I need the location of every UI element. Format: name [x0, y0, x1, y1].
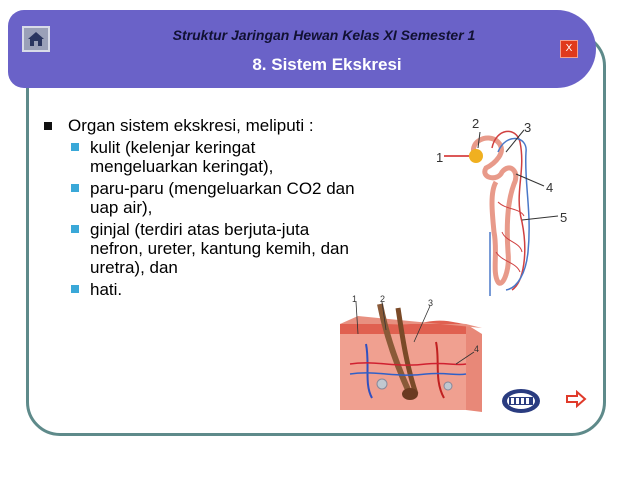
skin-label: 3: [428, 298, 434, 308]
nephron-diagram: [436, 112, 576, 302]
list-item: [68, 138, 364, 176]
slide-title: Struktur Jaringan Hewan Kelas XI Semester 1: [172, 27, 476, 43]
skin-label: 2: [380, 294, 386, 304]
logo-button[interactable]: [500, 387, 542, 415]
nephron-label: 1: [436, 150, 444, 165]
main-bullet: [44, 116, 364, 135]
list-item-text: paru-paru (mengeluarkan CO2 dan uap air),: [90, 179, 355, 217]
nephron-label: 3: [524, 120, 532, 135]
content-list: [44, 116, 364, 299]
list-item-text: ginjal (terdiri atas berjuta-juta nefron, ureter, kantung kemih, dan uretra), dan: [90, 220, 349, 277]
list-item-text: hati.: [90, 280, 123, 299]
close-icon: X: [565, 43, 573, 54]
intro-text: Organ sistem ekskresi, meliputi :: [68, 116, 314, 135]
nephron-label: 5: [560, 210, 568, 225]
skin-label: 1: [352, 294, 358, 304]
close-button[interactable]: [560, 40, 578, 58]
nephron-label: 2: [472, 116, 480, 131]
list-item: [68, 179, 364, 217]
slide-header: [8, 10, 596, 88]
skin-diagram: [336, 294, 486, 412]
list-item: [68, 280, 364, 299]
slide-subtitle: 8. Sistem Ekskresi: [252, 55, 402, 74]
sub-list: [58, 138, 364, 299]
list-item-text: kulit (kelenjar keringat mengeluarkan keringat),: [90, 138, 274, 176]
next-button[interactable]: [565, 390, 587, 408]
skin-label: 4: [474, 344, 480, 354]
next-arrow-icon: [565, 390, 587, 408]
logo-icon: [500, 387, 542, 415]
nephron-label: 4: [546, 180, 554, 195]
list-item: [68, 220, 364, 277]
